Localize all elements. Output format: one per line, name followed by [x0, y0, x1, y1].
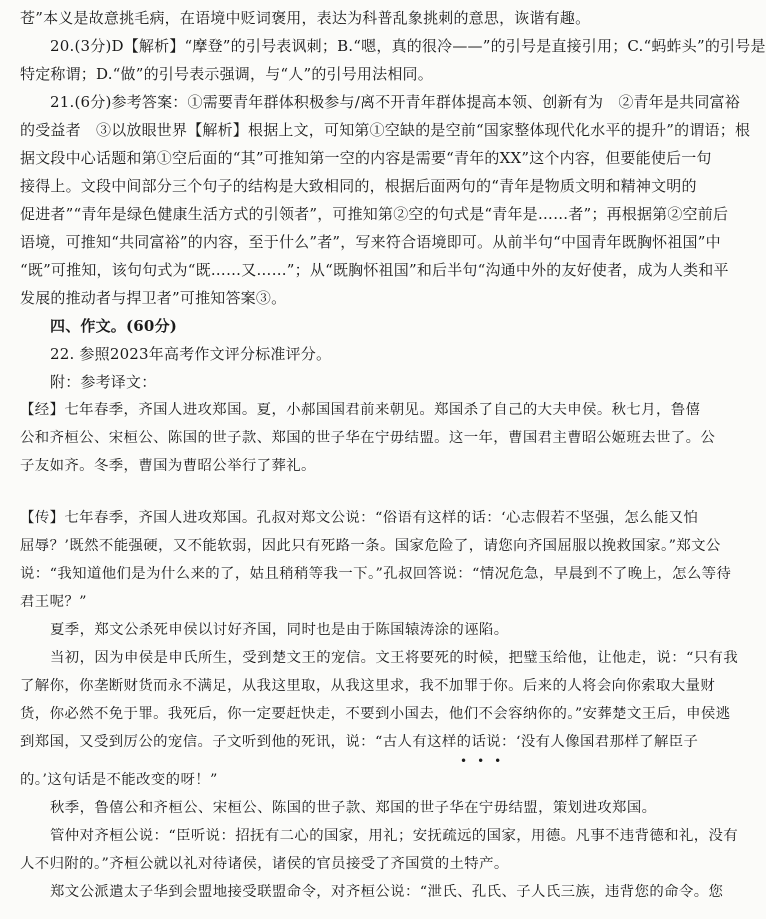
- text-line: 郑文公派遣太子华到会盟地接受联盟命令，对齐桓公说：“泄氏、孔氏、子人氏三族，违背您的命令。您: [50, 884, 724, 900]
- text-line: 苍”本义是故意挑毛病，在语境中贬词褒用，表达为科普乱象挑刺的意思，诙谐有趣。: [20, 9, 591, 27]
- text-line: 人不归附的。”齐桓公就以礼对待诸侯，诸侯的官员接受了齐国赏的土特产。: [20, 856, 509, 872]
- q22-answer: 22. 参照2023年高考作文评分标准评分。: [50, 345, 332, 363]
- section-heading: 四、作文。(60分): [50, 317, 178, 335]
- text-line: 货，你必然不免于罪。我死后，你一定要赶快走，不要到小国去，他们不会容纳你的。”安葬楚文王后，申侯逃: [20, 706, 731, 722]
- reference-label: 附：参考译文：: [50, 373, 157, 391]
- text-line: 20.(3分)D【解析】“摩登”的引号表讽刺；B.“嗯，真的很冷——”的引号是直接引用；C.“蚂蚱头”的引号是: [50, 37, 766, 55]
- text-line: 据文段中心话题和第①空后面的“其”可推知第一空的内容是需要“青年的XX”这个内容，但要能使后一句: [20, 149, 712, 167]
- q21-answer: [20, 88, 751, 312]
- text-line: 到郑国，又受到厉公的宠信。子文听到他的死讯，说：“古人有这样的话说：‘没有人像国君那样了解臣子: [20, 734, 699, 750]
- text-line: 秋季，鲁僖公和齐桓公、宋桓公、陈国的世子款、郑国的世子华在宁毋结盟，策划进攻郑国。: [50, 800, 657, 816]
- guanzhong-paragraph: [20, 822, 739, 878]
- text-line: 的受益者 ③以放眼世界【解析】根据上文，可知第①空缺的是空前“国家整体现代化水平的提升”的谓语；根: [20, 121, 751, 139]
- origin-paragraph: [20, 644, 739, 794]
- text-line: 促进者”“青年是绿色健康生活方式的引领者”，可推知第②空的句式是“青年是……者”；再根据第②空前后: [20, 205, 729, 223]
- text-line: 发展的推动者与捍卫者”可推知答案③。: [20, 289, 287, 307]
- text-line: “既”可推知，该句句式为“既……又……”；从“既胸怀祖国”和后半句“沟通中外的友好使者，成为人类和平: [20, 261, 729, 279]
- text-line: 【传】七年春季，齐国人进攻郑国。孔叔对郑文公说：“俗语有这样的话：‘心志假若不坚强，怎么能又怕: [20, 510, 699, 526]
- last-paragraph: [20, 878, 724, 906]
- text-line: 公和齐桓公、宋桓公、陈国的世子款、郑国的世子华在宁毋结盟。这一年，曹国君主曹昭公姬班去世了。公: [20, 430, 716, 446]
- text-line: 21.(6分)参考答案：①需要青年群体积极参与/离不开青年群体提高本领、创新有为 ②青年是共同富裕: [50, 93, 740, 111]
- text-line: 语境，可推知“共同富裕”的内容，至于什么”者”，写来符合语境即可。从前半句“中国青年既胸怀祖国”中: [20, 233, 721, 251]
- text-line: 说：“我知道他们是为什么来的了，姑且稍稍等我一下。”孔叔回答说：“情况危急，早晨到不了晚上，怎么等待: [20, 566, 732, 582]
- emphasis-dots: •••: [460, 754, 512, 768]
- autumn-paragraph: [20, 794, 674, 822]
- text-line: 屈辱？’既然不能强硬，又不能软弱，因此只有死路一条。国家危险了，请您向齐国屈服以挽救国家。”郑文公: [20, 538, 721, 554]
- text-line: 接得上。文段中间部分三个句子的结构是大致相同的，根据后面两句的“青年是物质文明和精神文明的: [20, 177, 697, 195]
- text-line: 特定称谓；D.“做”的引号表示强调，与“人”的引号用法相同。: [20, 65, 433, 83]
- text-line: 子友如齐。冬季，曹国为曹昭公举行了葬礼。: [20, 458, 316, 474]
- text-line: 了解你，你垄断财货而永不满足，从我这里取，从我这里求，我不加罪于你。后来的人将会向你索取大量财: [20, 678, 716, 694]
- text-line: 管仲对齐桓公说：“臣听说：招抚有二心的国家，用礼；安抚疏远的国家，用德。凡事不违背德和礼，没有: [50, 828, 739, 844]
- zhuan-translation: [20, 504, 732, 616]
- text-line: 的。’这句话是不能改变的呀！”: [20, 772, 218, 788]
- text-line: 当初，因为申侯是申氏所生，受到楚文王的宠信。文王将要死的时候，把璧玉给他，让他走，说：“只有我: [50, 650, 739, 666]
- text-line: 【经】七年春季，齐国人进攻郑国。夏，小郝国国君前来朝见。郑国杀了自己的大夫申侯。秋七月，鲁僖: [20, 402, 701, 418]
- text-line: 君王呢？”: [20, 594, 87, 610]
- q20-answer: [20, 32, 766, 88]
- jing-translation: [20, 396, 716, 480]
- summer-paragraph: [20, 616, 674, 644]
- text-line: 夏季，郑文公杀死申侯以讨好齐国，同时也是由于陈国辕涛涂的诬陷。: [50, 622, 509, 638]
- q19-tail: [20, 4, 674, 32]
- paragraph-gap: [20, 480, 674, 504]
